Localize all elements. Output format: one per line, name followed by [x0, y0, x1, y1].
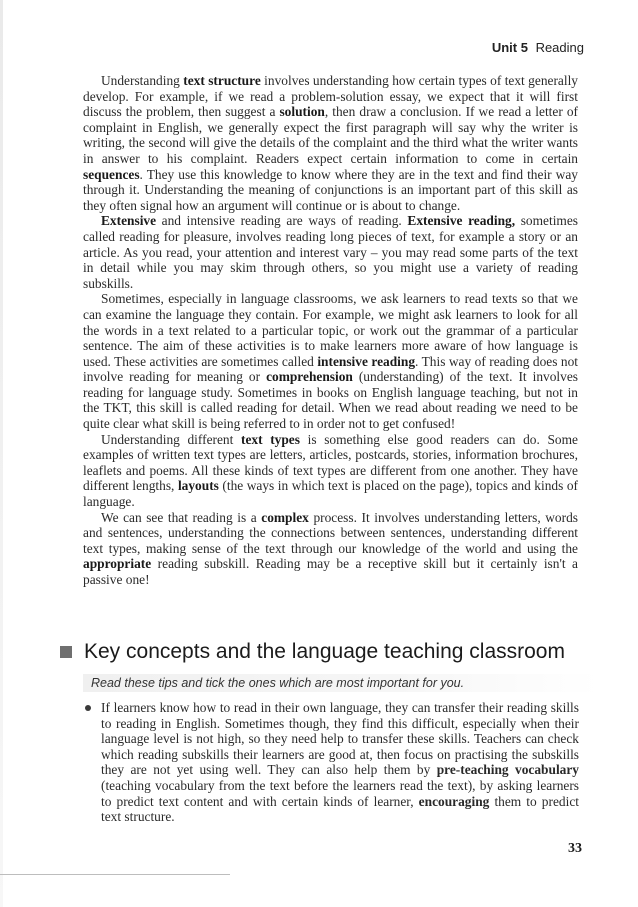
text-run: process. It involves understanding letters, words and sentences, understanding the connections between sentences, understanding different text types, making sense of the text through our knowledge of the world and using the [83, 509, 578, 556]
text-run: (the ways in which text is placed on the page), topics and kinds of language. [83, 478, 579, 510]
text-run: (understanding) of the text. It involves reading for language study. Sometimes in books on English language teaching, but not in the TKT, this skill is called reading for detail. When we read about reading we need to be quite clear what skill is being referred to in order not to get confused! [83, 369, 578, 432]
tip-item [84, 700, 579, 825]
key-term: complex [261, 509, 309, 525]
section-label: Reading [535, 40, 584, 55]
text-run: and intensive reading are ways of reading. [156, 213, 408, 229]
text-run: Sometimes, especially in language classrooms, we ask learners to read texts so that we can examine the language they contain. For example, we might ask learners to look for all the words in a text related to a particular topic, or work out the grammar of a particular sentence. The aim of these activities is to make learners more aware of how language is used. These activities are sometimes called [83, 291, 578, 369]
text-run: Understanding different [101, 431, 241, 447]
paragraph-complex-process [83, 510, 578, 588]
text-run: , then draw a conclusion. If we read a letter of complaint in English, we generally expect the first paragraph will say why the writer is writing, the second will give the details of the complaint and the third what the writer wants in answer to his complaint. Readers expect certain information to come in certain [83, 104, 578, 166]
paragraph-text-structure [83, 73, 578, 213]
key-term: text types [241, 431, 300, 447]
text-run: sometimes called reading for pleasure, involves reading long pieces of text, for example a story or an article. As you read, your attention and interest vary – you may read some parts of the text in detail while you may skim through others, so you might use a variety of reading subskills. [83, 213, 578, 291]
text-run: (teaching vocabulary from the text before the learners read the text), by asking learners to predict text content and with certain kinds of learner, [101, 777, 579, 809]
bullet-dot-icon [85, 705, 91, 711]
text-run: them to predict text structure. [101, 793, 579, 825]
paragraph-extensive-reading [83, 213, 578, 291]
key-term: solution [279, 104, 325, 120]
key-term: pre-teaching vocabulary [436, 762, 579, 778]
key-term: encouraging [418, 793, 490, 809]
paragraph-text-types [83, 432, 578, 510]
key-term: comprehension [266, 369, 353, 385]
key-term: appropriate [83, 556, 152, 572]
text-run: . They use this knowledge to know where they are in the text and find their way through it. Understanding the meaning of conjunctions is an important part of this skill as they often signal how an argument will continue or is about to change. [83, 166, 578, 213]
page-edge-shadow [0, 0, 3, 907]
bottom-rule [0, 874, 230, 875]
text-run: involves understanding how certain types of text generally develop. For example, if we read a problem-solution essay, we expect that it will first discuss the problem, then suggest a [83, 73, 578, 120]
page-number: 33 [568, 841, 582, 856]
running-header [492, 40, 584, 55]
text-run: Understanding [101, 73, 184, 88]
key-term: Extensive reading, [407, 213, 516, 229]
main-text [83, 73, 578, 588]
tip-text [101, 700, 579, 824]
text-run: If learners know how to read in their own language, they can transfer their reading skills to reading in English. Sometimes though, they find this difficult, especially when their language level is not high, so they need help to transfer these skills. Teachers can check which reading subskills their learners are good at, then focus on practising the subskills they are not yet using well. They can also help them by [101, 700, 579, 778]
key-term: layouts [177, 478, 219, 494]
tips-list [84, 700, 579, 825]
text-run: We can see that reading is a [101, 509, 262, 525]
key-term: Extensive [101, 213, 157, 229]
text-run: reading subskill. Reading may be a receptive skill but it certainly isn't a passive one! [83, 556, 578, 587]
key-term: text structure [183, 73, 261, 88]
key-term: intensive reading [317, 353, 416, 369]
key-term: sequences [83, 166, 140, 182]
paragraph-intensive-reading [83, 291, 578, 431]
square-bullet-icon [60, 646, 72, 658]
instruction-banner: Read these tips and tick the ones which are most important for you. [83, 674, 599, 692]
unit-label: Unit 5 [491, 40, 528, 55]
section-heading-text: Key concepts and the language teaching classroom [84, 640, 565, 663]
section-heading [60, 640, 565, 664]
text-run: . This way of reading does not involve reading for meaning or [83, 353, 578, 385]
text-run: is something else good readers can do. Some examples of written text types are letters, articles, postcards, stories, information brochures, leaflets and poems. All these kinds of text types are different from one another. They have different lengths, [83, 431, 578, 494]
